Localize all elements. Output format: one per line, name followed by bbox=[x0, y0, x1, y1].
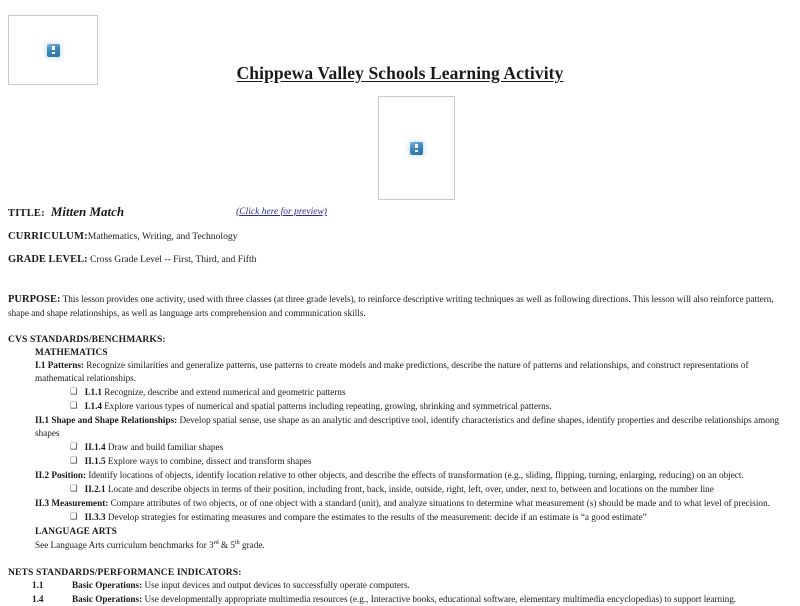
language-arts-sup-5th: th bbox=[235, 539, 240, 546]
standard-ii3-code: II.3 Measurement: bbox=[35, 498, 109, 509]
standard-ii2 bbox=[35, 469, 792, 482]
nets-item-1-1-code: Basic Operations: bbox=[72, 579, 143, 590]
title-row bbox=[8, 205, 792, 220]
nets-item-1-4 bbox=[32, 593, 792, 606]
nets-item-1-4-number: 1.4 bbox=[32, 593, 44, 604]
curriculum-separator: : bbox=[84, 231, 88, 243]
benchmark-i14-text: Explore various types of numerical and spatial patterns including repeating, growing, shrinking and symmetrical patterns. bbox=[101, 400, 552, 411]
checkbox-square-icon: ❑ bbox=[70, 512, 78, 523]
mitten-photo-placeholder bbox=[378, 96, 455, 200]
language-arts-note-post: grade. bbox=[239, 539, 265, 550]
standard-i1-text: Recognize similarities and generalize patterns, use patterns to create models and make predictions, describe the nature of patterns and relationships, and construct representations of mathematical relationships. bbox=[35, 359, 749, 383]
mathematics-heading: MATHEMATICS bbox=[35, 347, 108, 358]
benchmark-ii33-text: Develop strategies for estimating measures and compare the estimates to the results of the measurement: decide if an estimate is “a good estimate” bbox=[105, 512, 647, 523]
nets-item-1-1-number: 1.1 bbox=[32, 579, 44, 590]
language-arts-note-pre: See Language Arts curriculum benchmarks for 3 bbox=[35, 539, 214, 550]
cvs-standards-heading: CVS STANDARDS/BENCHMARKS: bbox=[8, 333, 166, 345]
broken-image-icon bbox=[410, 142, 423, 155]
checkbox-square-icon: ❑ bbox=[70, 442, 78, 453]
benchmark-ii14-text: Draw and build familiar shapes bbox=[105, 442, 224, 453]
benchmark-ii14 bbox=[70, 441, 792, 454]
nets-item-1-4-text: Use developmentally appropriate multimedia resources (e.g., Interactive books, educational software, elementary multimedia encyclopedias) to support learning. bbox=[142, 593, 737, 604]
activity-title-value: Mitten Match bbox=[50, 204, 125, 219]
checkbox-square-icon: ❑ bbox=[70, 386, 78, 397]
benchmark-ii33-code: II.3.3 bbox=[84, 512, 106, 523]
benchmark-ii15-text: Explore ways to combine, dissect and transform shapes bbox=[105, 456, 312, 467]
benchmark-ii21 bbox=[70, 483, 792, 496]
grade-level-value: Cross Grade Level -- First, Third, and Fifth bbox=[90, 254, 257, 266]
benchmark-ii14-code: II.1.4 bbox=[84, 442, 106, 453]
nets-item-1-1 bbox=[32, 579, 792, 592]
curriculum-row bbox=[8, 231, 792, 243]
purpose-text: This lesson provides one activity, used with three classes (at three grade levels), to reinforce descriptive writing techniques as well as following directions. This lesson will also reinforce pattern, shape and shape relationships, as well as language arts comprehension and communication skills. bbox=[8, 294, 774, 319]
checkbox-square-icon: ❑ bbox=[70, 484, 78, 495]
benchmark-i14-code: I.1.4 bbox=[84, 400, 102, 411]
document-body bbox=[8, 205, 792, 606]
benchmark-ii21-code: II.2.1 bbox=[84, 484, 106, 495]
curriculum-value: Mathematics, Writing, and Technology bbox=[87, 231, 238, 243]
standard-ii1 bbox=[35, 414, 792, 440]
page-title: Chippewa Valley Schools Learning Activity bbox=[236, 63, 564, 83]
benchmark-i11-code: I.1.1 bbox=[84, 386, 102, 397]
language-arts-heading: LANGUAGE ARTS bbox=[35, 526, 117, 537]
district-logo-placeholder bbox=[8, 15, 98, 85]
language-arts-note-mid: & 5 bbox=[218, 539, 235, 550]
benchmark-ii15 bbox=[70, 455, 792, 468]
purpose-label: PURPOSE: bbox=[8, 294, 61, 306]
standard-ii3 bbox=[35, 497, 792, 510]
nets-standards-heading: NETS STANDARDS/PERFORMANCE INDICATORS: bbox=[8, 566, 242, 578]
preview-link[interactable]: (Click here for preview) bbox=[236, 207, 327, 217]
nets-item-1-1-text: Use input devices and output devices to successfully operate computers. bbox=[142, 579, 410, 590]
standard-i1 bbox=[35, 359, 792, 385]
standard-ii1-code: II.1 Shape and Shape Relationships: bbox=[35, 415, 178, 425]
purpose-block bbox=[8, 292, 792, 321]
checkbox-square-icon: ❑ bbox=[70, 400, 78, 411]
checkbox-square-icon: ❑ bbox=[70, 456, 78, 467]
benchmark-i11-text: Recognize, describe and extend numerical and geometric patterns bbox=[101, 386, 346, 397]
standard-i1-code: I.1 Patterns: bbox=[35, 359, 84, 370]
curriculum-label: CURRICULUM bbox=[8, 231, 85, 243]
benchmark-ii21-text: Locate and describe objects in terms of their position, including front, back, inside, outside, right, left, over, under, next to, between and locations on the number line bbox=[105, 484, 714, 495]
nets-item-1-4-code: Basic Operations: bbox=[72, 593, 143, 604]
grade-level-label: GRADE LEVEL: bbox=[8, 254, 88, 266]
benchmark-i14 bbox=[70, 400, 792, 413]
standard-ii3-text: Compare attributes of two objects, or of one object with a standard (unit), and analyze situations to determine what measurement (s) should be made and to what level of precision. bbox=[108, 498, 770, 509]
title-label: TITLE bbox=[8, 208, 42, 219]
standard-ii2-text: Identify locations of objects, identify location relative to other objects, and describe the effects of transformation (e.g., sliding, flipping, turning, enlarging, reducing) on an object. bbox=[86, 470, 744, 481]
language-arts-sup-3rd: rd bbox=[213, 539, 219, 546]
grade-level-row bbox=[8, 254, 792, 266]
standard-ii1-text: Develop spatial sense, use shape as an analytic and descriptive tool, identify characteristics and define shapes, identify properties and describe relationships among shapes bbox=[35, 415, 780, 439]
broken-image-icon bbox=[47, 44, 60, 57]
title-separator: : bbox=[41, 208, 45, 219]
benchmark-ii33 bbox=[70, 511, 792, 524]
benchmark-i11 bbox=[70, 386, 792, 399]
standard-ii2-code: II.2 Position: bbox=[35, 470, 87, 481]
language-arts-note bbox=[35, 539, 792, 552]
benchmark-ii15-code: II.1.5 bbox=[84, 456, 106, 467]
